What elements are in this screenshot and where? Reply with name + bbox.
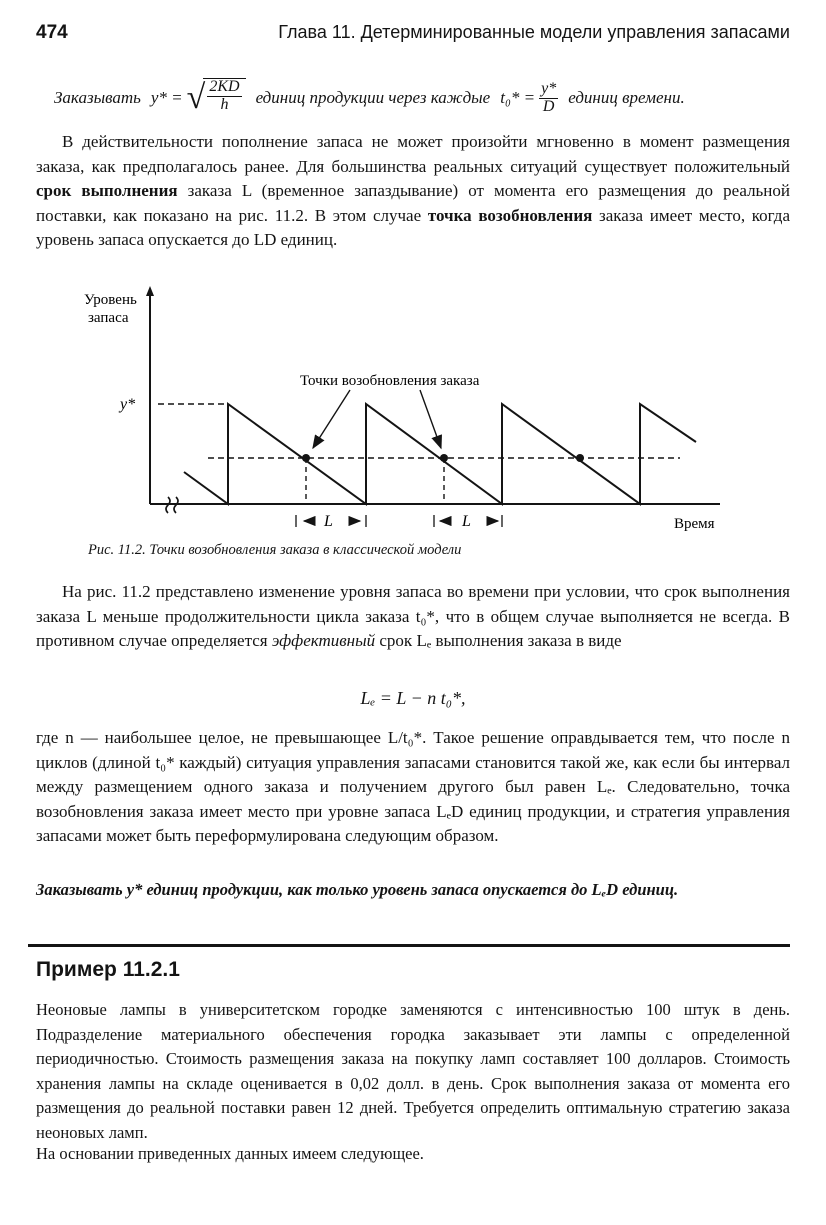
rule-middle: единиц продукции через каждые	[255, 88, 491, 107]
lead-time-label-2: L	[462, 513, 471, 530]
y-star-label: y*	[120, 396, 136, 413]
paragraph-explanation: где n — наибольшее целое, не превышающее L/t₀*. Такое решение оправдывается тем, что после n циклов (длиной t₀* каждый) ситуация управления запасами становится такой же, как если бы интервал между размещением одного заказа и получением другого был равен Lₑ. Следовательно, точка возобновления заказа имеет место при уровне запаса LₑD единиц продукции, и стратегия управления запасами может быть переформулирована следующим образом.	[36, 728, 790, 845]
sqrt-numerator: 2KD	[209, 78, 240, 95]
chapter-title: Глава 11. Детерминированные модели управления запасами	[278, 22, 790, 42]
term-reorder-point: точка возобновления	[427, 205, 593, 225]
radical-sign: √	[186, 79, 206, 116]
sqrt-denominator: h	[220, 95, 229, 113]
inventory-sawtooth	[184, 404, 696, 504]
paragraph-effective-lead-time	[36, 580, 790, 654]
figure-caption: Рис. 11.2. Точки возобновления заказа в классической модели	[88, 542, 462, 558]
paragraph-lead-time	[36, 130, 790, 253]
lead-time-label-1: L	[324, 513, 333, 530]
y-axis-arrow	[146, 286, 154, 296]
reorder-annotation: Точки возобновления заказа	[300, 373, 480, 389]
annotation-arrow-1	[313, 390, 350, 448]
t-denominator: D	[542, 97, 555, 115]
rule-prefix: Заказывать	[54, 88, 141, 107]
para2-text: На рис. 11.2 представлено изменение уровня запаса во времени при условии, что срок выполнения заказа L меньше продолжительности цикла заказа t₀*, что в общем случае выполняется не всегда. В противном случае определяется	[36, 582, 790, 650]
example-continuation-text: На основании приведенных данных имеем следующее.	[36, 1144, 424, 1163]
t-fraction	[539, 81, 558, 116]
sqrt-fraction	[207, 79, 241, 118]
effective-lead-time-formula: Lₑ = L − n t₀*,	[360, 688, 466, 708]
annotation-arrow-2	[420, 390, 441, 448]
y-axis-label-line1: Уровень	[84, 292, 137, 308]
example-problem-text: Неоновые лампы в университетском городке заменяются с интенсивностью 100 штук в день. Подразделение материального обеспечения городка заказывает эти лампы с определенной периодичностью. Стоимость размещения заказа на покупку ламп составляет 100 долларов. Стоимость хранения лампы на складе оценивается в 0,02 долл. в день. Срок выполнения заказа от момента его размещения до реальной поставки равен 12 дней. Требуется определить оптимальную стратегию заказа неоновых ламп.	[36, 1000, 790, 1142]
y-axis-label-line2: запаса	[88, 310, 129, 326]
t-lhs: t₀* =	[500, 88, 536, 107]
reorder-rule: Заказывать y* единиц продукции, как только уровень запаса опускается до LₑD единиц.	[36, 880, 679, 899]
page-number: 474	[36, 22, 68, 43]
para1-text: заказа L (временное запаздывание) от момента его размещения до реальной поставки, как показано на рис. 11.2. В этом случае	[36, 181, 790, 225]
t-numerator: y*	[541, 79, 557, 97]
reorder-point-figure	[60, 282, 750, 537]
rule-suffix: единиц времени.	[568, 88, 685, 107]
para2-text: срок Lₑ выполнения заказа в виде	[375, 631, 622, 650]
para1-text: заказа имеет место, когда уровень запаса опускается до LD единиц.	[36, 205, 791, 249]
section-divider	[28, 944, 790, 947]
term-effective: эффективный	[271, 631, 376, 650]
x-axis-label: Время	[674, 516, 715, 532]
eoq-rule-formula	[54, 78, 794, 118]
example-title: Пример 11.2.1	[36, 958, 180, 981]
sqrt-expression	[187, 78, 246, 118]
para1-text: В действительности пополнение запаса не может произойти мгновенно в момент размещения заказа, как предполагалось ранее. Для большинства реальных ситуаций существует положительный	[36, 132, 790, 176]
reorder-point-3	[576, 454, 584, 462]
rule-lhs: y* =	[150, 88, 183, 107]
term-lead-time: срок выполнения	[36, 181, 178, 200]
